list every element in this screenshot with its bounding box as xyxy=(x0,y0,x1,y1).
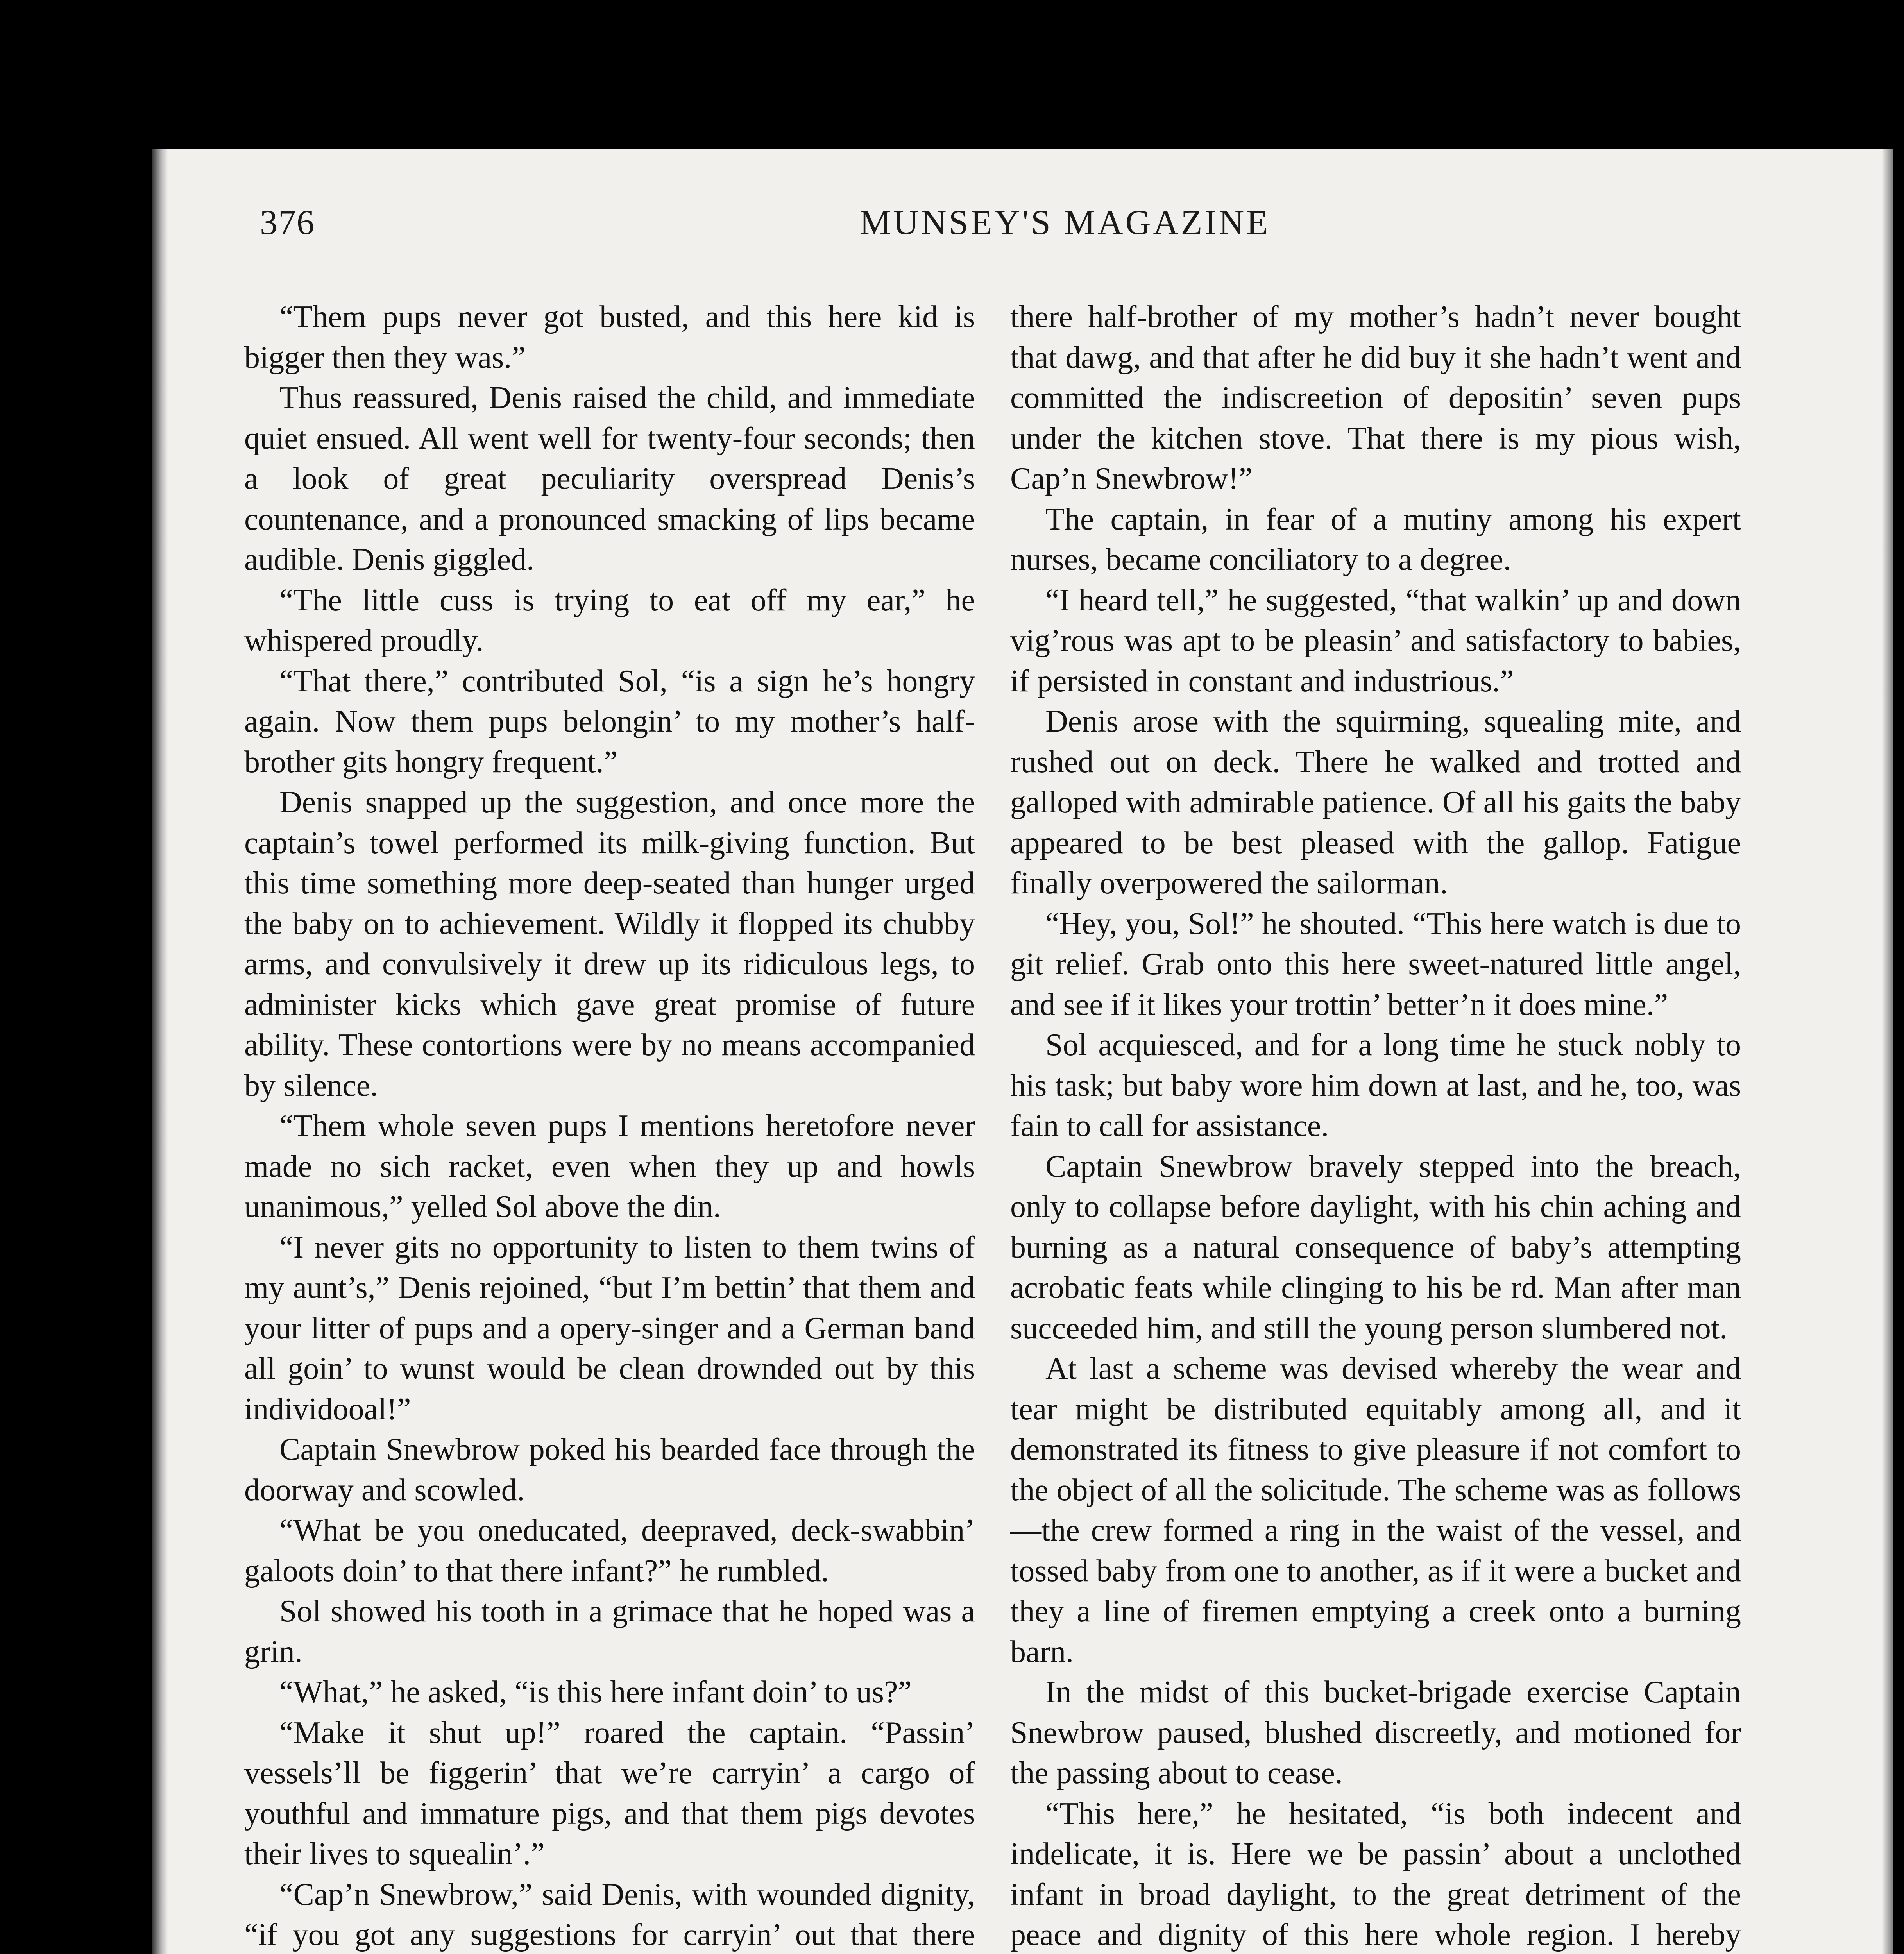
paragraph: At last a scheme was devised whereby the wear and tear might be distributed equitably among all, and it demonstrated its fitness to give pleasure if not comfort to the object of all the solicitude. The scheme was as follows—the crew formed a ring in the waist of the vessel, and tossed baby from one to another, as if it were a bucket and they a line of firemen emptying a creek onto a burning barn. xyxy=(1010,1351,1741,1669)
paragraph: Denis snapped up the suggestion, and once more the captain’s towel performed its milk-giving function. But this time something more deep-seated than hunger urged the baby on to achievement. Wildly it flopped its chubby arms, and convulsively it drew up its ridiculous legs, to administer kicks which gave great promise of future ability. These contortions were by no means accompanied by silence. xyxy=(244,785,975,1103)
paragraph: “Them pups never got busted, and this here kid is bigger then they was.” xyxy=(244,300,975,375)
left-column xyxy=(244,297,975,1954)
paragraph: Sol acquiesced, and for a long time he stuck nobly to his task; but baby wore him down at last, and he, too, was fain to call for assistance. xyxy=(1010,1028,1741,1143)
paragraph: “Make it shut up!” roared the captain. “Passin’ vessels’ll be figgerin’ that we’re carryin’ a cargo of youthful and immature pigs, and that them pigs devotes their lives to squealin’.” xyxy=(244,1715,975,1871)
page-header xyxy=(260,201,1870,244)
paragraph: “That there,” contributed Sol, “is a sign he’s hongry again. Now them pups belongin’ to my mother’s half-brother gits hongry frequent.” xyxy=(244,664,975,779)
paragraph: “What,” he asked, “is this here infant doin’ to us?” xyxy=(279,1675,912,1709)
paragraph: In the midst of this bucket-brigade exercise Captain Snewbrow paused, blushed discreetly, and motioned for the passing about to cease. xyxy=(1010,1675,1741,1790)
paragraph: The captain, in fear of a mutiny among his expert nurses, became conciliatory to a degree. xyxy=(1010,502,1741,577)
paragraph: “What be you oneducated, deepraved, deck-swabbin’ galoots doin’ to that there infant?” he rumbled. xyxy=(244,1513,975,1588)
paragraph: “Them whole seven pups I mentions heretofore never made no sich racket, even when they up and howls unanimous,” yelled Sol above the din. xyxy=(244,1109,975,1224)
paragraph: “This here,” he hesitated, “is both indecent and indelicate, it is. Here we be passin’ about a unclothed infant in broad daylight, to the great detriment of the peace and dignity of this here whole region. I hereby xyxy=(1010,1796,1741,1952)
paragraph: Captain Snewbrow bravely stepped into the breach, only to collapse before daylight, with his chin aching and burning as a natural consequence of baby’s attempting acrobatic feats while clinging to his be rd. Man after man succeeded him, and still the young person slumbered not. xyxy=(1010,1149,1741,1346)
magazine-page xyxy=(152,149,1893,1954)
paragraph: “Cap’n Snewbrow,” said Denis, with wounded dignity, “if you got any suggestions for carryin’ out that there xyxy=(244,1877,975,1952)
page-number: 376 xyxy=(260,203,315,242)
paragraph-continuation: there half-brother of my mother’s hadn’t never bought that dawg, and that after he did buy it she hadn’t went and committed the indiscreetion of depositin’ seven pups under the kitchen stove. That there is my pious wish, Cap’n Snewbrow!” xyxy=(1010,300,1741,496)
page-binding-edge xyxy=(152,149,168,1954)
page-right-edge xyxy=(1882,149,1893,1954)
paragraph: “The little cuss is trying to eat off my ear,” he whispered proudly. xyxy=(244,583,975,658)
paragraph: Denis arose with the squirming, squealing mite, and rushed out on deck. There he walked and trotted and galloped with admirable patience. Of all his gaits the baby appeared to be best pleased with the gallop. Fatigue finally overpowered the sailorman. xyxy=(1010,704,1741,900)
paragraph: “Hey, you, Sol!” he shouted. “This here watch is due to git relief. Grab onto this here sweet-natured little angel, and see if it likes your trottin’ better’n it does mine.” xyxy=(1010,906,1741,1022)
right-column xyxy=(1010,297,1741,1954)
paragraph: Sol showed his tooth in a grimace that he hoped was a grin. xyxy=(244,1594,975,1669)
paragraph: Captain Snewbrow poked his bearded face through the doorway and scowled. xyxy=(244,1432,975,1507)
running-head: MUNSEY'S MAGAZINE xyxy=(859,203,1271,242)
paragraph: “I never gits no opportunity to listen to them twins of my aunt’s,” Denis rejoined, “but I’m bettin’ that them and your litter of pups and a opery-singer and a German band all goin’ to wunst would be clean drownded out by this individooal!” xyxy=(244,1230,975,1426)
paragraph: “I heard tell,” he suggested, “that walkin’ up and down vig’rous was apt to be pleasin’ and satisfactory to babies, if persisted in constant and industrious.” xyxy=(1010,583,1741,698)
paragraph: Thus reassured, Denis raised the child, and immediate quiet ensued. All went well for twenty-four seconds; then a look of great peculiarity overspread Denis’s countenance, and a pronounced smacking of lips became audible. Denis giggled. xyxy=(244,381,975,577)
